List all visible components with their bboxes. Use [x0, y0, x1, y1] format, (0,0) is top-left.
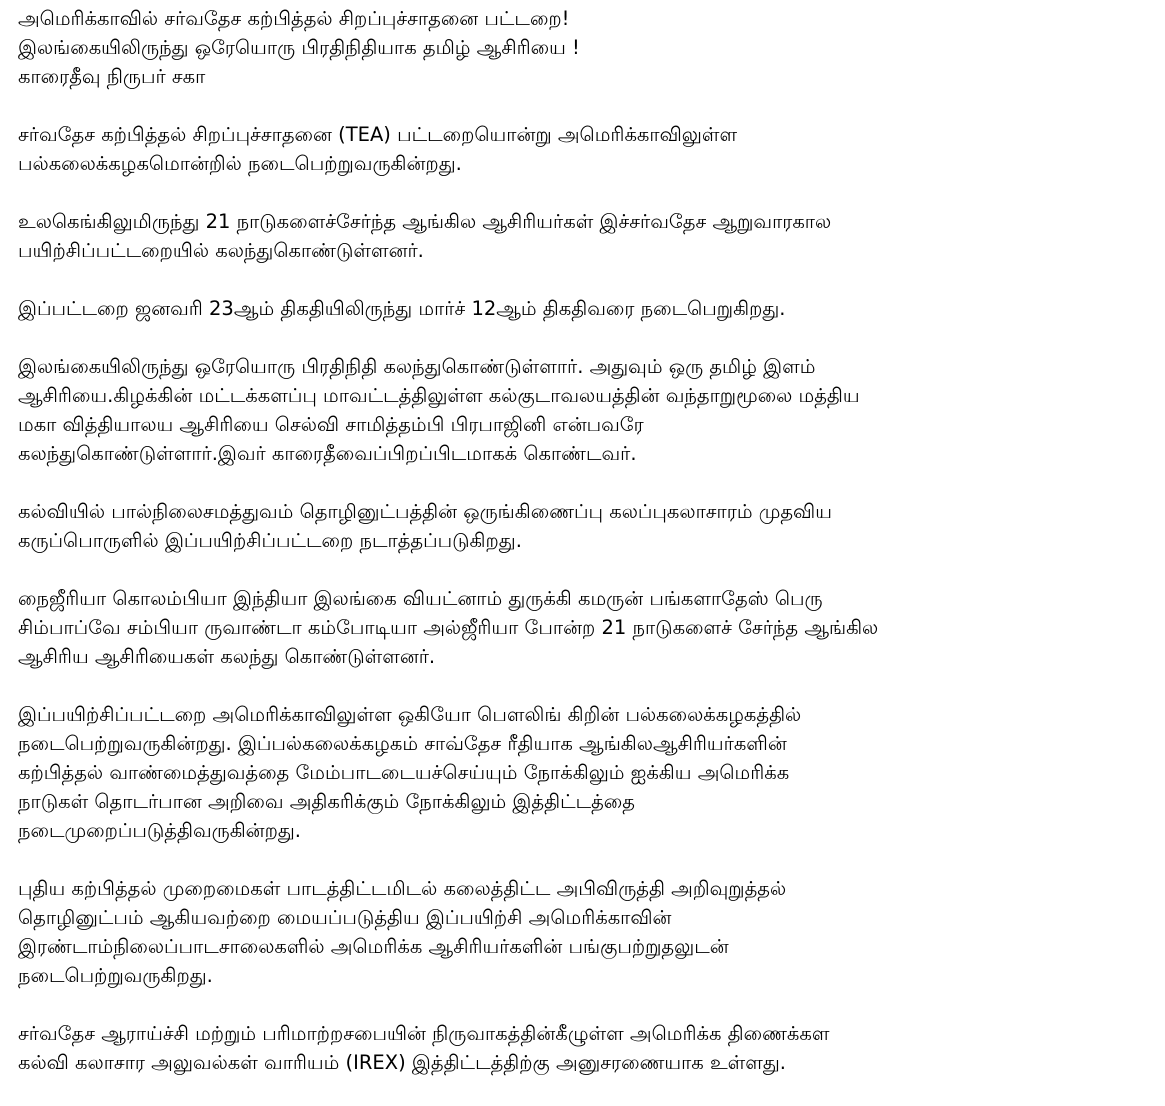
- paragraph-line: கற்பித்தல் வாண்மைத்துவத்தை மேம்பாடடையச்செய்யும் நோக்கிலும் ஐக்கிய அமெரிக்க: [18, 761, 790, 784]
- subheadline: இலங்கையிலிருந்து ஒரேயொரு பிரதிநிதியாக தமிழ் ஆசிரியை !: [18, 36, 580, 59]
- paragraph: [18, 207, 1158, 265]
- paragraph-line: இப்பயிற்சிப்பட்டறை அமெரிக்காவிலுள்ள ஒகியோ பௌலிங் கிறின் பல்கலைக்கழகத்தில்: [18, 703, 802, 726]
- paragraph: [18, 120, 1158, 178]
- paragraph: [18, 352, 1158, 468]
- paragraph-line: பயிற்சிப்பட்டறையில் கலந்துகொண்டுள்ளனர்.: [18, 239, 424, 262]
- paragraph-line: சர்வதேச ஆராய்ச்சி மற்றும் பரிமாற்றசபையின் நிருவாகத்தின்கீழுள்ள அமெரிக்க திணைக்கள: [18, 1022, 830, 1045]
- paragraph: [18, 1019, 1158, 1077]
- paragraph-line: ஆசிரியை.கிழக்கின் மட்டக்களப்பு மாவட்டத்திலுள்ள கல்குடாவலயத்தின் வந்தாறுமூலை மத்திய: [18, 384, 860, 407]
- paragraph-line: இலங்கையிலிருந்து ஒரேயொரு பிரதிநிதி கலந்துகொண்டுள்ளார். அதுவும் ஒரு தமிழ் இளம்: [18, 355, 816, 378]
- byline: காரைதீவு நிருபர் சகா: [18, 65, 206, 88]
- paragraph-line: கல்வி கலாசார அலுவல்கள் வாரியம் (IREX) இத்திட்டத்திற்கு அனுசரணையாக உள்ளது.: [18, 1051, 786, 1074]
- paragraph-line: நாடுகள் தொடர்பான அறிவை அதிகரிக்கும் நோக்கிலும் இத்திட்டத்தை: [18, 790, 635, 813]
- paragraph: [18, 294, 1158, 323]
- paragraph: [18, 584, 1158, 671]
- paragraph: [18, 497, 1158, 555]
- paragraph-line: இரண்டாம்நிலைப்பாடசாலைகளில் அமெரிக்க ஆசிரியர்களின் பங்குபற்றுதலுடன்: [18, 935, 729, 958]
- paragraph-line: சிம்பாப்வே சம்பியா ருவாண்டா கம்போடியா அல்ஜீரியா போன்ற 21 நாடுகளைச் சேர்ந்த ஆங்கில: [18, 616, 879, 639]
- paragraph-line: பல்கலைக்கழகமொன்றில் நடைபெற்றுவருகின்றது.: [18, 152, 462, 175]
- paragraph-line: நடைபெற்றுவருகின்றது. இப்பல்கலைக்கழகம் சாவ்தேச ரீதியாக ஆங்கிலஆசிரியர்களின்: [18, 732, 787, 755]
- paragraph-line: நடைமுறைப்படுத்திவருகின்றது.: [18, 819, 301, 842]
- paragraph-line: மகா வித்தியாலய ஆசிரியை செல்வி சாமித்தம்பி பிரபாஜினி என்பவரே: [18, 413, 644, 436]
- paragraph-line: கலந்துகொண்டுள்ளார்.இவர் காரைதீவைப்பிறப்பிடமாகக் கொண்டவர்.: [18, 442, 637, 465]
- paragraph-line: சர்வதேச கற்பித்தல் சிறப்புச்சாதனை (TEA) பட்டறையொன்று அமெரிக்காவிலுள்ள: [18, 123, 738, 146]
- article-header: [18, 4, 1158, 91]
- paragraph: [18, 700, 1158, 845]
- paragraph-line: உலகெங்கிலுமிருந்து 21 நாடுகளைச்சேர்ந்த ஆங்கில ஆசிரியர்கள் இச்சர்வதேச ஆறுவாரகால: [18, 210, 832, 233]
- paragraph-line: நைஜீரியா கொலம்பியா இந்தியா இலங்கை வியட்னாம் துருக்கி கமருன் பங்களாதேஸ் பெரு: [18, 587, 823, 610]
- article: [18, 4, 1158, 1106]
- paragraph-line: நடைபெற்றுவருகிறது.: [18, 964, 213, 987]
- paragraph-line: கல்வியில் பால்நிலைசமத்துவம் தொழினுட்பத்தின் ஒருங்கிணைப்பு கலப்புகலாசாரம் முதவிய: [18, 500, 832, 523]
- paragraph-line: இப்பட்டறை ஜனவரி 23ஆம் திகதியிலிருந்து மார்ச் 12ஆம் திகதிவரை நடைபெறுகிறது.: [18, 297, 786, 320]
- headline: அமெரிக்காவில் சர்வதேச கற்பித்தல் சிறப்புச்சாதனை பட்டறை!: [18, 7, 570, 30]
- paragraph-line: புதிய கற்பித்தல் முறைமைகள் பாடத்திட்டமிடல் கலைத்திட்ட அபிவிருத்தி அறிவுறுத்தல்: [18, 877, 787, 900]
- paragraph-line: ஆசிரிய ஆசிரியைகள் கலந்து கொண்டுள்ளனர்.: [18, 645, 436, 668]
- paragraph-line: தொழினுட்பம் ஆகியவற்றை மையப்படுத்திய இப்பயிற்சி அமெரிக்காவின்: [18, 906, 672, 929]
- paragraph-line: கருப்பொருளில் இப்பயிற்சிப்பட்டறை நடாத்தப்படுகிறது.: [18, 529, 522, 552]
- paragraph: [18, 874, 1158, 990]
